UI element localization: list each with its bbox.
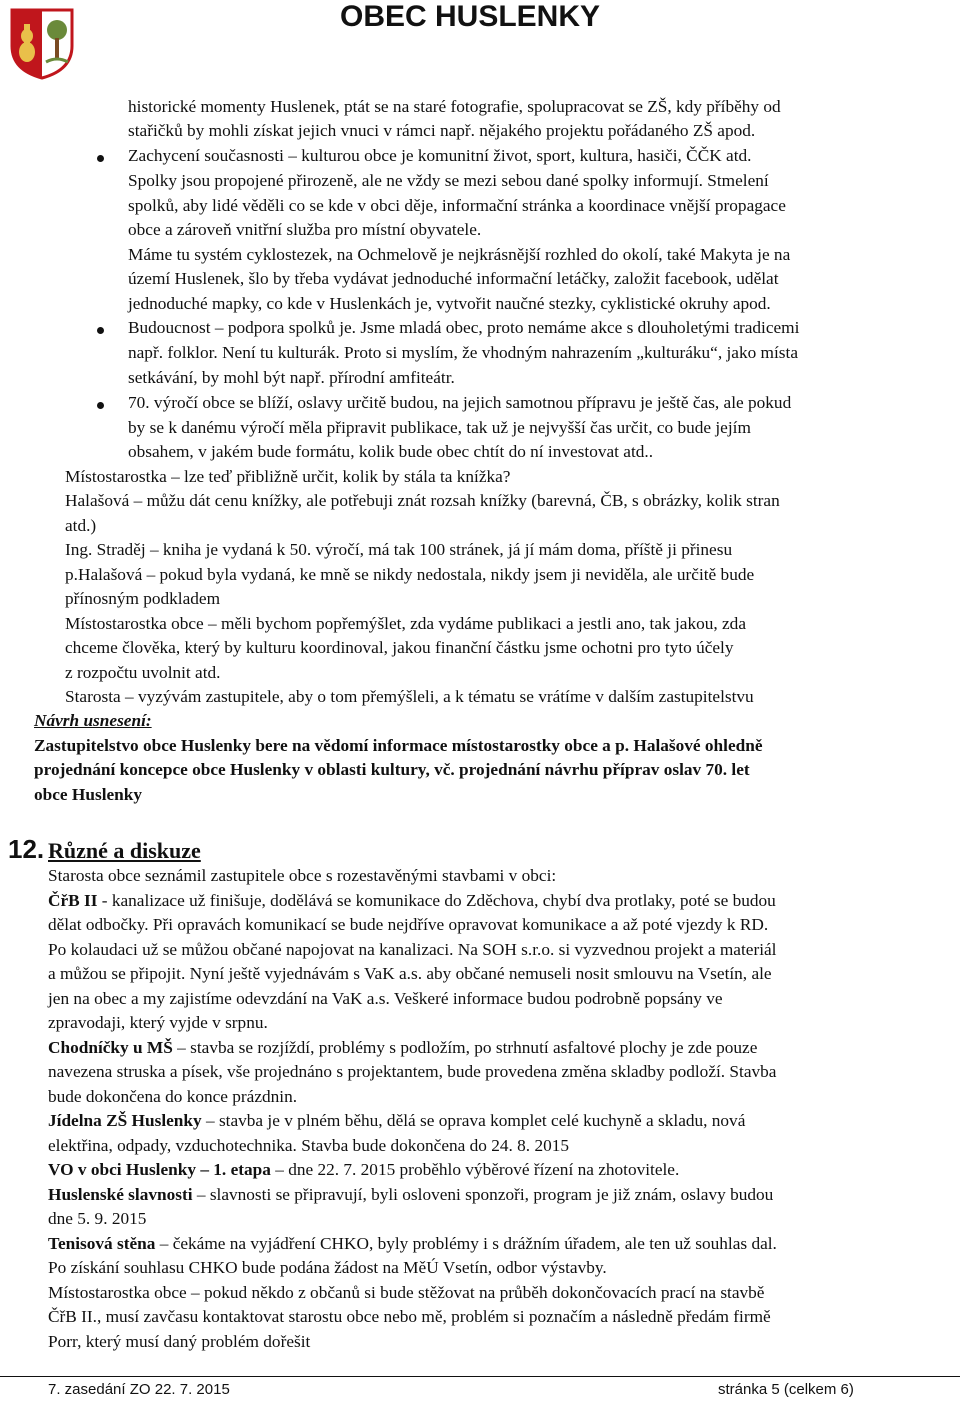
section-line-text: dne 5. 9. 2015 [48, 1209, 147, 1228]
text-line: z rozpočtu uvolnit atd. [65, 663, 221, 682]
text-line: p.Halašová – pokud byla vydaná, ke mně se nikdy nedostala, nikdy jsem ji neviděla, ale určitě bude [65, 565, 755, 584]
text-line: Zachycení současnosti – kulturou obce je komunitní život, sport, kultura, hasiči, ČČK atd. [128, 146, 752, 165]
text-line: Budoucnost – podpora spolků je. Jsme mladá obec, proto nemáme akce s dlouholetými tradicemi [128, 318, 800, 337]
section-line-text: zpravodaji, který vyjde v srpnu. [48, 1013, 268, 1032]
section-line-text: – slavnosti se připravují, byli osloveni sponzoři, program je již znám, oslavy budou [192, 1184, 774, 1204]
section-line-text: Po získání souhlasu CHKO bude podána žádost na MěÚ Vsetín, odbor výstavby. [48, 1258, 607, 1277]
section-line-heading: Jídelna ZŠ Huslenky [48, 1111, 202, 1130]
text-line: Místostarostka – lze teď přibližně určit, kolik by stála ta knížka? [65, 467, 511, 486]
text-line: Ing. Straděj – kniha je vydaná k 50. výročí, má tak 100 stránek, já jí mám doma, příště ji přinesu [65, 540, 733, 559]
resolution-label: Návrh usnesení: [34, 711, 152, 730]
page-header-title: OBEC HUSLENKY [340, 0, 601, 33]
text-line: Místostarostka obce – měli bychom popřemýšlet, zda vydáme publikaci a jestli ano, tak jakou, zda [65, 614, 746, 633]
section-line-text: bude dokončena do konce prázdnin. [48, 1086, 298, 1106]
section-line [48, 987, 723, 1011]
section-title: Různé a diskuze [48, 838, 201, 863]
section-line-text: jen na obec a my zajistíme odevzdání na VaK a.s. Veškeré informace budou podrobně popsány ve [48, 988, 723, 1008]
section-line-text: - kanalizace už finišuje, dodělává se komunikace do Zděchova, chybí dva protlaky, poté se budou [97, 890, 776, 910]
footer-meeting-info: 7. zasedání ZO 22. 7. 2015 [48, 1381, 230, 1398]
section-line [48, 1085, 297, 1109]
section-line [48, 1060, 776, 1084]
section-line [48, 1011, 268, 1035]
section-line-text: Místostarostka obce – pokud někdo z občanů si bude stěžovat na průběh dokončovacích prací na stavbě [48, 1282, 765, 1302]
text-line: Halašová – můžu dát cenu knížky, ale potřebuji znát rozsah knížky (barevná, ČB, s obrázky, kolik stran [65, 491, 780, 510]
section-line [48, 962, 772, 986]
section-line-text: navezena struska a písek, vše projednáno s projektantem, bude provedena změna skladby podloží. Stavba [48, 1062, 777, 1081]
section-line-heading: Huslenské slavnosti [48, 1184, 193, 1204]
section-line [48, 1183, 773, 1207]
text-line: Spolky jsou propojené přirozeně, ale ne vždy se mezi sebou dané spolky informují. Stmelení [128, 171, 769, 190]
bullet-icon [97, 327, 104, 334]
section-line-text: Starosta obce seznámil zastupitele obce s rozestavěnými stavbami v obci: [48, 866, 557, 885]
section-line [48, 938, 776, 962]
resolution-line: obce Huslenky [34, 785, 143, 804]
section-number: 12. [8, 834, 45, 864]
section-line [48, 1232, 777, 1256]
footer-page-number: stránka 5 (celkem 6) [718, 1381, 854, 1398]
text-line: spolků, aby lidé věděli co se kde v obci děje, informační stránka a koordinace vnější propagace [128, 196, 786, 215]
section-line [48, 1207, 146, 1231]
section-line-text: – stavba je v plném běhu, dělá se oprava komplet celé kuchyně a skladu, nová [201, 1111, 746, 1130]
text-line: obce a zároveň vnitřní služba pro místní obyvatele. [128, 220, 482, 239]
bullet-icon [97, 402, 104, 409]
text-line: 70. výročí obce se blíží, oslavy určitě budou, na jejich samotnou přípravu je ještě čas, ale pokud [128, 393, 792, 412]
text-line: Máme tu systém cyklostezek, na Ochmelově je nejkrásnější rozhled do okolí, také Makyta je na [128, 245, 791, 264]
text-line: území Huslenek, šlo by třeba vydávat jednoduché informační letáčky, založit facebook, udělat [128, 269, 779, 288]
section-line-text: – stavba se rozjíždí, problémy s podložím, po strhnutí asfaltové plochy je zde pouze [172, 1037, 758, 1057]
section-line-heading: Chodníčky u MŠ [48, 1037, 173, 1057]
section-line [48, 1256, 607, 1280]
text-line: atd.) [65, 516, 97, 535]
text-line: Starosta – vyzývám zastupitele, aby o tom přemýšleli, a k tématu se vrátíme v dalším zastupitelstvu [65, 687, 754, 706]
section-line-text: dělat odbočky. Při opravách komunikací se bude nejdříve opravovat komunikace a až poté vjezdy k RD. [48, 915, 769, 934]
resolution-line: Zastupitelstvo obce Huslenky bere na vědomí informace místostarostky obce a p. Halašové ohledně [34, 736, 763, 755]
text-line: historické momenty Huslenek, ptát se na staré fotografie, spolupracovat se ZŠ, kdy příběhy od [128, 97, 781, 116]
section-line [48, 1305, 771, 1329]
section-line-heading: Tenisová stěna [48, 1233, 156, 1253]
text-line: stařičků by mohli získat jejich vnuci v rámci např. nějakého projektu pořádaného ZŠ apod. [128, 121, 756, 140]
section-line [48, 1036, 757, 1060]
section-line-text: elektřina, odpady, vzduchotechnika. Stavba bude dokončena do 24. 8. 2015 [48, 1135, 570, 1155]
section-line [48, 1109, 745, 1133]
section-line-text: Po kolaudaci už se můžou občané napojovat na kanalizaci. Na SOH s.r.o. si vyzvednou projekt a materiál [48, 939, 777, 959]
text-line: obsahem, v jakém bude formátu, kolik bude obec chtít do ní investovat atd.. [128, 442, 654, 461]
section-line-text: ČřB II., musí zavčasu kontaktovat starostu obce nebo mě, problém si poznačím a následně předám firmě [48, 1307, 771, 1326]
text-line: chceme člověka, který by kulturu koordinoval, jakou finanční částku jsme ochotni pro tyto účely [65, 638, 734, 657]
section-line [48, 889, 776, 913]
municipal-crest-icon [8, 6, 76, 80]
section-line-text: a můžou se připojit. Nyní ještě vyjednávám s VaK a.s. aby občané nemuseli nosit smlouvu na Vsetín, ale [48, 964, 772, 983]
section-line-text: – čekáme na vyjádření CHKO, byly problémy i s drážním úřadem, ale ten už souhlas dal. [155, 1233, 777, 1253]
section-line-text: – dne 22. 7. 2015 proběhlo výběrové řízení na zhotovitele. [270, 1160, 680, 1179]
section-line [48, 913, 768, 937]
bullet-icon [97, 155, 104, 162]
section-line [48, 1281, 764, 1305]
footer-divider [0, 1376, 960, 1377]
section-line-text: Porr, který musí daný problém dořešit [48, 1331, 311, 1351]
section-line [48, 1158, 679, 1182]
section-line-heading: VO v obci Huslenky – 1. etapa [48, 1160, 271, 1179]
text-line: jednoduché mapky, co kde v Huslenkách je, vytvořit naučné stezky, cyklistické okruhy apod. [128, 294, 771, 313]
section-line [48, 864, 556, 888]
text-line: by se k danému výročí měla připravit publikace, tak už je nejvyšší čas určit, co bude jejím [128, 418, 751, 437]
section-line [48, 1330, 310, 1354]
resolution-line: projednání koncepce obce Huslenky v oblasti kultury, vč. projednání návrhu příprav oslav 70. let [34, 760, 750, 779]
text-line: přínosným podkladem [65, 589, 221, 608]
section-line-heading: ČřB II [48, 890, 98, 910]
text-line: např. folklor. Není tu kulturák. Proto si myslím, že vhodným nahrazením „kulturáku“, jako místa [128, 343, 798, 362]
section-line [48, 1134, 569, 1158]
text-line: setkávání, by mohl být např. přírodní amfiteátr. [128, 368, 455, 387]
